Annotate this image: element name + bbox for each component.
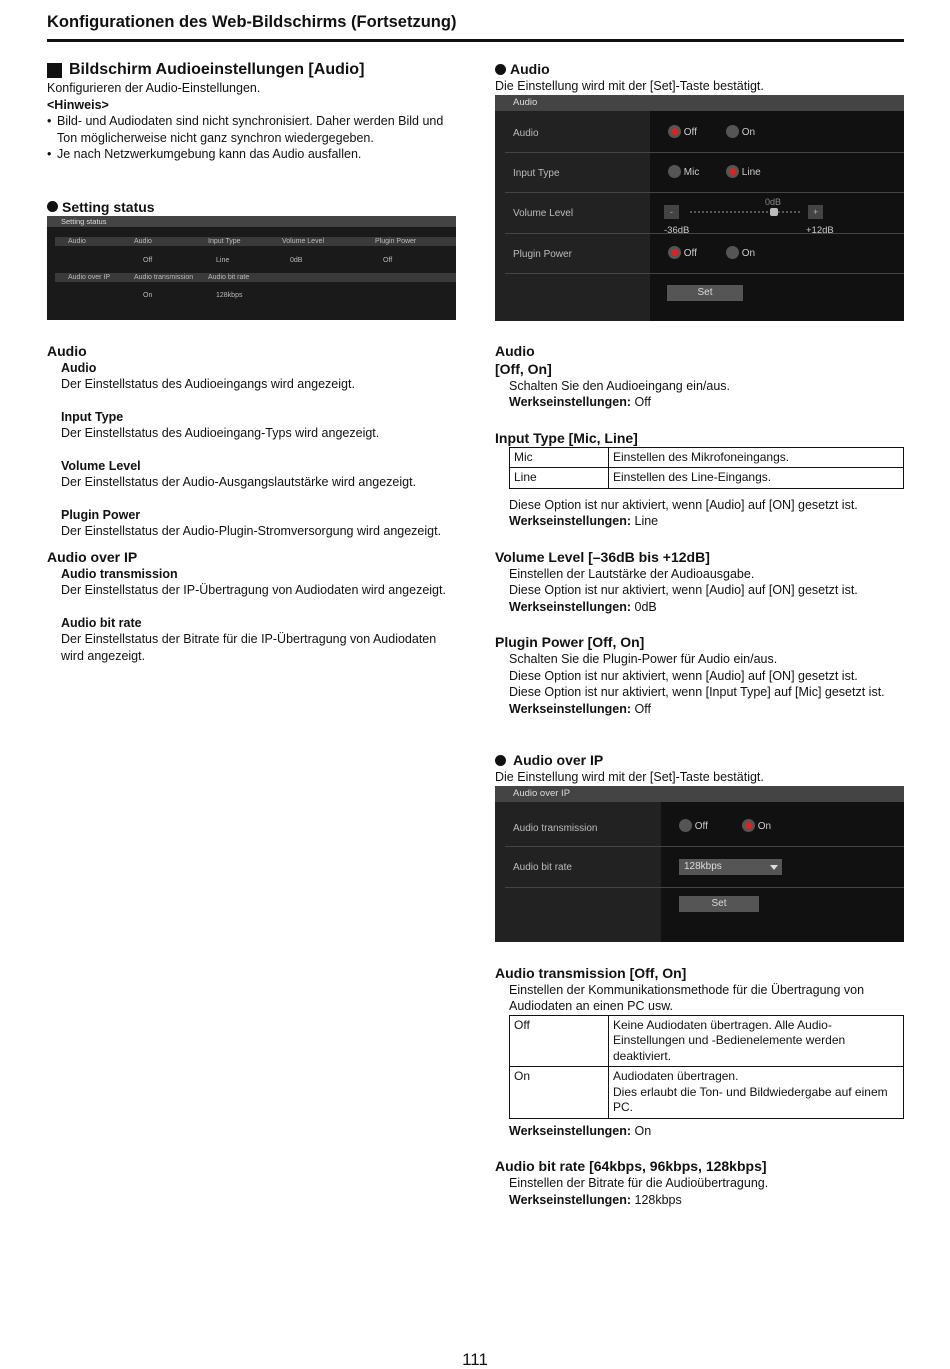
- status-header: Plugin Power: [375, 237, 417, 245]
- input-line-option[interactable]: [726, 165, 761, 182]
- item-title: Audio bit rate: [61, 615, 142, 630]
- plugin-off-option[interactable]: [668, 246, 697, 263]
- bullet-dot-icon: •: [47, 114, 52, 128]
- bullet-dot-icon: •: [47, 147, 52, 161]
- default-label: Werkseinstellungen:: [509, 395, 632, 409]
- plugin-on-option[interactable]: [726, 246, 755, 263]
- default-label: Werkseinstellungen:: [509, 1123, 632, 1138]
- plugin-power-label: Plugin Power: [513, 248, 572, 260]
- audio-panel-title: Audio: [510, 61, 550, 77]
- input-type-table: [509, 447, 904, 489]
- circle-bullet-icon: [495, 64, 506, 75]
- option-label: On: [741, 247, 756, 259]
- divider: [505, 846, 904, 847]
- volume-plus-button[interactable]: +: [808, 205, 823, 219]
- chevron-down-icon[interactable]: [770, 865, 778, 870]
- screen-title-bar: Audio: [495, 95, 904, 111]
- table-cell: Einstellen des Line-Eingangs.: [609, 468, 904, 489]
- plugin-title: Plugin Power [Off, On]: [495, 634, 645, 650]
- divider: [505, 273, 904, 274]
- item-title: Input Type: [61, 409, 124, 424]
- status-group-aoip: Audio over IP: [68, 273, 111, 281]
- default-value: Off: [631, 701, 651, 716]
- transmission-off-option[interactable]: [679, 819, 708, 836]
- volume-line: Diese Option ist nur aktiviert, wenn [Audio] auf [ON] gesetzt ist.: [509, 583, 858, 597]
- item-title: Volume Level: [61, 458, 141, 473]
- page-number: 111: [462, 1350, 488, 1369]
- default-line: [509, 1123, 905, 1140]
- note-item: [47, 113, 462, 146]
- volume-minus-button[interactable]: -: [664, 205, 679, 219]
- aoip-set-button[interactable]: Set: [679, 896, 759, 912]
- intro-text: Konfigurieren der Audio-Einstellungen.: [47, 81, 261, 95]
- audio-group-items: [47, 360, 462, 540]
- status-header: Input Type: [208, 237, 241, 245]
- volume-current-value: 0dB: [765, 196, 782, 207]
- table-cell: Mic: [510, 447, 609, 468]
- status-value: 128kbps: [216, 291, 243, 299]
- default-line: [509, 701, 905, 718]
- bitrate-desc: Einstellen der Bitrate für die Audioübertragung.: [509, 1176, 769, 1190]
- square-bullet-icon: [47, 63, 62, 78]
- audio-settings-screen: [495, 95, 904, 321]
- default-line: [509, 394, 905, 411]
- option-label: On: [757, 820, 772, 832]
- plugin-body: [495, 651, 905, 717]
- table-row: [510, 1067, 904, 1119]
- divider: [505, 887, 904, 888]
- radio-selected-icon[interactable]: [668, 125, 681, 138]
- audio-group-title: Audio: [47, 342, 87, 359]
- item-desc: Der Einstellstatus des Audioeingang-Typs wird angezeigt.: [61, 426, 380, 440]
- table-cell: [609, 1067, 904, 1119]
- default-value: Line: [631, 514, 659, 528]
- input-type-title: Input Type [Mic, Line]: [495, 429, 638, 446]
- plugin-line: Schalten Sie die Plugin-Power für Audio ein/aus.: [509, 652, 778, 666]
- screen-title-bar: Audio over IP: [495, 786, 904, 802]
- cell-line: Dies erlaubt die Ton- und Bildwiedergabe auf einem PC.: [613, 1084, 888, 1114]
- status-group-audio: Audio: [68, 237, 86, 245]
- radio-unselected-icon[interactable]: [668, 165, 681, 178]
- audio-label: Audio: [513, 127, 539, 139]
- note-item: [47, 146, 462, 163]
- plugin-line: Diese Option ist nur aktiviert, wenn [Audio] auf [ON] gesetzt ist.: [509, 668, 858, 683]
- input-type-body: [495, 447, 905, 530]
- status-value: Off: [383, 256, 393, 264]
- volume-slider-handle[interactable]: [770, 208, 778, 216]
- volume-max-label: +12dB: [806, 224, 834, 236]
- circle-bullet-icon: [47, 201, 58, 212]
- status-header: Audio bit rate: [208, 273, 250, 281]
- bitrate-body: [495, 1175, 905, 1208]
- volume-min-label: -36dB: [664, 224, 690, 236]
- screen-title-bar: Setting status: [47, 216, 456, 227]
- default-line: [509, 599, 905, 616]
- audio-desc-title: Audio: [495, 342, 535, 359]
- bitrate-title: Audio bit rate [64kbps, 96kbps, 128kbps]: [495, 1158, 767, 1174]
- status-header-row: [55, 273, 456, 282]
- transmission-desc: Einstellen der Kommunikationsmethode für die Übertragung von Audiodaten an einen PC usw.: [509, 982, 865, 1013]
- default-line: [509, 513, 905, 530]
- table-cell: Off: [510, 1015, 609, 1067]
- status-value: On: [143, 291, 153, 299]
- table-cell: Keine Audiodaten übertragen. Alle Audio-Einstellungen und -Bedienelemente werden deaktiviert.: [609, 1015, 904, 1067]
- option-label: Off: [683, 247, 697, 259]
- transmission-title: Audio transmission [Off, On]: [495, 964, 687, 981]
- plugin-line: Diese Option ist nur aktiviert, wenn [Input Type] auf [Mic] gesetzt ist.: [509, 685, 885, 699]
- option-label: Off: [683, 126, 697, 138]
- table-cell: Einstellen des Mikrofoneingangs.: [609, 447, 904, 468]
- radio-unselected-icon[interactable]: [726, 125, 739, 138]
- option-label: Off: [694, 820, 708, 832]
- audio-set-button[interactable]: Set: [667, 285, 743, 301]
- audio-off-option[interactable]: [668, 125, 697, 142]
- volume-title: Volume Level [–36dB bis +12dB]: [495, 548, 710, 565]
- aoip-group-items: [47, 566, 462, 665]
- default-label: Werkseinstellungen:: [509, 701, 632, 716]
- radio-selected-icon[interactable]: [742, 819, 755, 832]
- audio-desc-body: [495, 378, 905, 411]
- item-desc: Der Einstellstatus des Audioeingangs wird angezeigt.: [61, 377, 355, 391]
- bitrate-select-value: 128kbps: [684, 860, 722, 872]
- item-desc: Der Einstellstatus der Bitrate für die IP-Übertragung von Audiodaten wird angezeigt.: [61, 632, 437, 663]
- page-header-title: Konfigurationen des Web-Bildschirms (Fortsetzung): [47, 13, 457, 31]
- transmission-body: [495, 982, 905, 1140]
- default-label: Werkseinstellungen:: [509, 514, 632, 528]
- audio-desc-option: [Off, On]: [495, 360, 552, 377]
- table-cell: Line: [510, 468, 609, 489]
- table-row: [510, 468, 904, 489]
- default-value: 0dB: [631, 599, 657, 614]
- audio-desc-text: Schalten Sie den Audioeingang ein/aus.: [509, 378, 731, 393]
- option-label: On: [741, 126, 756, 138]
- status-header: Volume Level: [282, 237, 325, 245]
- aoip-panel-heading: [495, 751, 905, 769]
- circle-bullet-icon: [495, 755, 506, 766]
- section-title-text: Bildschirm Audioeinstellungen [Audio]: [69, 61, 365, 78]
- divider: [505, 233, 904, 234]
- aoip-panel-subtitle: Die Einstellung wird mit der [Set]-Taste bestätigt.: [495, 770, 764, 784]
- setting-status-screen: [47, 216, 456, 320]
- radio-selected-icon[interactable]: [668, 246, 681, 259]
- transmission-on-option[interactable]: [742, 819, 771, 836]
- option-label: Mic: [683, 166, 700, 178]
- status-value: Off: [143, 256, 153, 264]
- header-rule: [47, 39, 904, 42]
- item-title: Audio: [61, 360, 97, 375]
- section-title: [47, 60, 462, 80]
- option-label: Line: [741, 166, 761, 178]
- status-header: Audio transmission: [134, 273, 194, 281]
- item-title: Plugin Power: [61, 507, 141, 522]
- volume-slider-track[interactable]: [690, 211, 800, 213]
- right-column: [495, 60, 905, 1208]
- bitrate-label: Audio bit rate: [513, 861, 572, 873]
- setting-status-heading: [47, 198, 462, 216]
- default-label: Werkseinstellungen:: [509, 1192, 632, 1207]
- table-row: [510, 1015, 904, 1067]
- radio-unselected-icon[interactable]: [679, 819, 692, 832]
- status-header: Audio: [134, 237, 152, 245]
- divider: [505, 152, 904, 153]
- setting-status-title: Setting status: [62, 198, 155, 215]
- note-text: Je nach Netzwerkumgebung kann das Audio ausfallen.: [57, 147, 362, 161]
- default-value: 128kbps: [631, 1192, 682, 1207]
- audio-panel-heading: [495, 60, 905, 78]
- cell-line: Audiodaten übertragen.: [613, 1069, 739, 1083]
- aoip-panel-title: Audio over IP: [513, 752, 604, 768]
- default-label: Werkseinstellungen:: [509, 599, 632, 614]
- status-value: Line: [216, 256, 230, 264]
- input-mic-option[interactable]: [668, 165, 699, 182]
- status-value: 0dB: [290, 256, 303, 264]
- aoip-group-title: Audio over IP: [47, 548, 138, 565]
- item-desc: Der Einstellstatus der Audio-Ausgangslautstärke wird angezeigt.: [61, 475, 417, 489]
- transmission-table: [509, 1015, 904, 1119]
- item-title: Audio transmission: [61, 566, 178, 581]
- input-type-label: Input Type: [513, 167, 560, 179]
- divider: [505, 192, 904, 193]
- transmission-label: Audio transmission: [513, 822, 598, 834]
- note-label: <Hinweis>: [47, 97, 109, 112]
- volume-level-label: Volume Level: [513, 207, 574, 219]
- radio-selected-icon[interactable]: [726, 165, 739, 178]
- table-cell: On: [510, 1067, 609, 1119]
- default-value: On: [631, 1123, 652, 1138]
- item-desc: Der Einstellstatus der Audio-Plugin-Stromversorgung wird angezeigt.: [61, 524, 442, 538]
- audio-on-option[interactable]: [726, 125, 755, 142]
- left-column: [47, 60, 462, 664]
- item-desc: Der Einstellstatus der IP-Übertragung von Audiodaten wird angezeigt.: [61, 583, 446, 597]
- default-line: [509, 1192, 905, 1209]
- bitrate-select[interactable]: [679, 859, 782, 875]
- table-row: [510, 447, 904, 468]
- input-type-note: Diese Option ist nur aktiviert, wenn [Audio] auf [ON] gesetzt ist.: [509, 497, 858, 512]
- radio-unselected-icon[interactable]: [726, 246, 739, 259]
- aoip-settings-screen: [495, 786, 904, 942]
- volume-body: [495, 566, 905, 616]
- note-text: Bild- und Audiodaten sind nicht synchronisiert. Daher werden Bild und Ton möglicherweise nicht ganz synchron wiedergegeben.: [57, 114, 444, 145]
- audio-panel-subtitle: Die Einstellung wird mit der [Set]-Taste bestätigt.: [495, 79, 764, 93]
- volume-line: Einstellen der Lautstärke der Audioausgabe.: [509, 566, 755, 581]
- default-value: Off: [631, 395, 651, 409]
